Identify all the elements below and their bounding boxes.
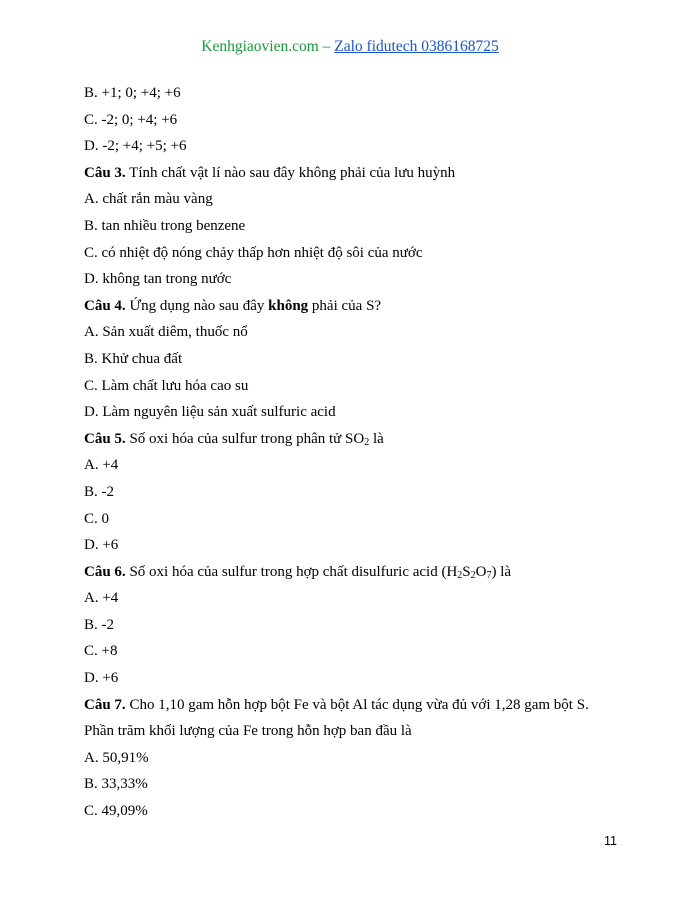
page-header: [0, 38, 700, 56]
formula-element: O: [475, 563, 487, 580]
subscript: 2: [457, 569, 463, 581]
question-text: ) là: [491, 563, 512, 580]
subscript: 7: [486, 569, 492, 581]
question-6: [84, 559, 624, 586]
document-body: [84, 80, 624, 825]
subscript: 2: [364, 436, 370, 448]
question-3: [84, 160, 624, 187]
question-text: là: [369, 430, 384, 447]
header-separator: –: [318, 38, 335, 55]
question-text: Cho 1,10 gam hỗn hợp bột Fe và bột Al tác dụng vừa đủ với 1,28 gam bột S.: [125, 696, 589, 713]
question-text: Số oxi hóa của sulfur trong phân tử SO: [125, 430, 365, 447]
question-text-continued: Phần trăm khối lượng của Fe trong hỗn hợp ban đầu là: [84, 723, 412, 740]
option-line: C. 49,09%: [84, 803, 148, 820]
option-line: D. -2; +4; +5; +6: [84, 138, 187, 155]
option-line: B. tan nhiều trong benzene: [84, 217, 246, 234]
option-line: A. chất rắn màu vàng: [84, 191, 213, 208]
question-7: [84, 692, 624, 719]
question-label: Câu 6.: [84, 563, 126, 580]
option-line: C. có nhiệt độ nóng chảy thấp hơn nhiệt độ sôi của nước: [84, 244, 423, 261]
option-line: D. +6: [84, 537, 119, 554]
option-line: C. 0: [84, 510, 110, 527]
question-text: Tính chất vật lí nào sau đây không phải của lưu huỳnh: [125, 164, 456, 181]
option-line: B. -2: [84, 483, 114, 500]
question-emphasis: không: [268, 297, 309, 314]
question-text: Số oxi hóa của sulfur trong hợp chất disulfuric acid (H: [125, 563, 458, 580]
option-line: D. +6: [84, 670, 119, 687]
option-line: A. Sản xuất diêm, thuốc nổ: [84, 324, 248, 341]
option-line: C. Làm chất lưu hóa cao su: [84, 377, 249, 394]
option-line: A. +4: [84, 590, 119, 607]
option-line: C. -2; 0; +4; +6: [84, 111, 178, 128]
option-line: C. +8: [84, 643, 118, 660]
option-line: B. +1; 0; +4; +6: [84, 85, 181, 101]
page-number: 11: [604, 834, 617, 848]
question-label: Câu 5.: [84, 430, 126, 447]
option-line: B. Khử chua đất: [84, 350, 183, 367]
subscript: 2: [470, 569, 476, 581]
question-label: Câu 4.: [84, 297, 126, 314]
option-line: A. 50,91%: [84, 749, 149, 766]
option-line: A. +4: [84, 457, 119, 474]
question-text: Ứng dụng nào sau đây: [125, 297, 269, 314]
header-zalo-link[interactable]: Zalo fidutech 0386168725: [334, 38, 499, 55]
question-5: [84, 426, 624, 453]
option-line: B. -2: [84, 616, 114, 633]
question-text: phải của S?: [308, 297, 382, 314]
question-4: [84, 293, 624, 320]
question-label: Câu 7.: [84, 696, 126, 713]
option-line: D. Làm nguyên liệu sản xuất sulfuric acid: [84, 404, 336, 421]
option-line: D. không tan trong nước: [84, 271, 232, 288]
question-label: Câu 3.: [84, 164, 126, 181]
option-line: B. 33,33%: [84, 776, 148, 793]
formula-element: S: [462, 563, 471, 580]
header-site: Kenhgiaovien.com: [201, 38, 319, 55]
